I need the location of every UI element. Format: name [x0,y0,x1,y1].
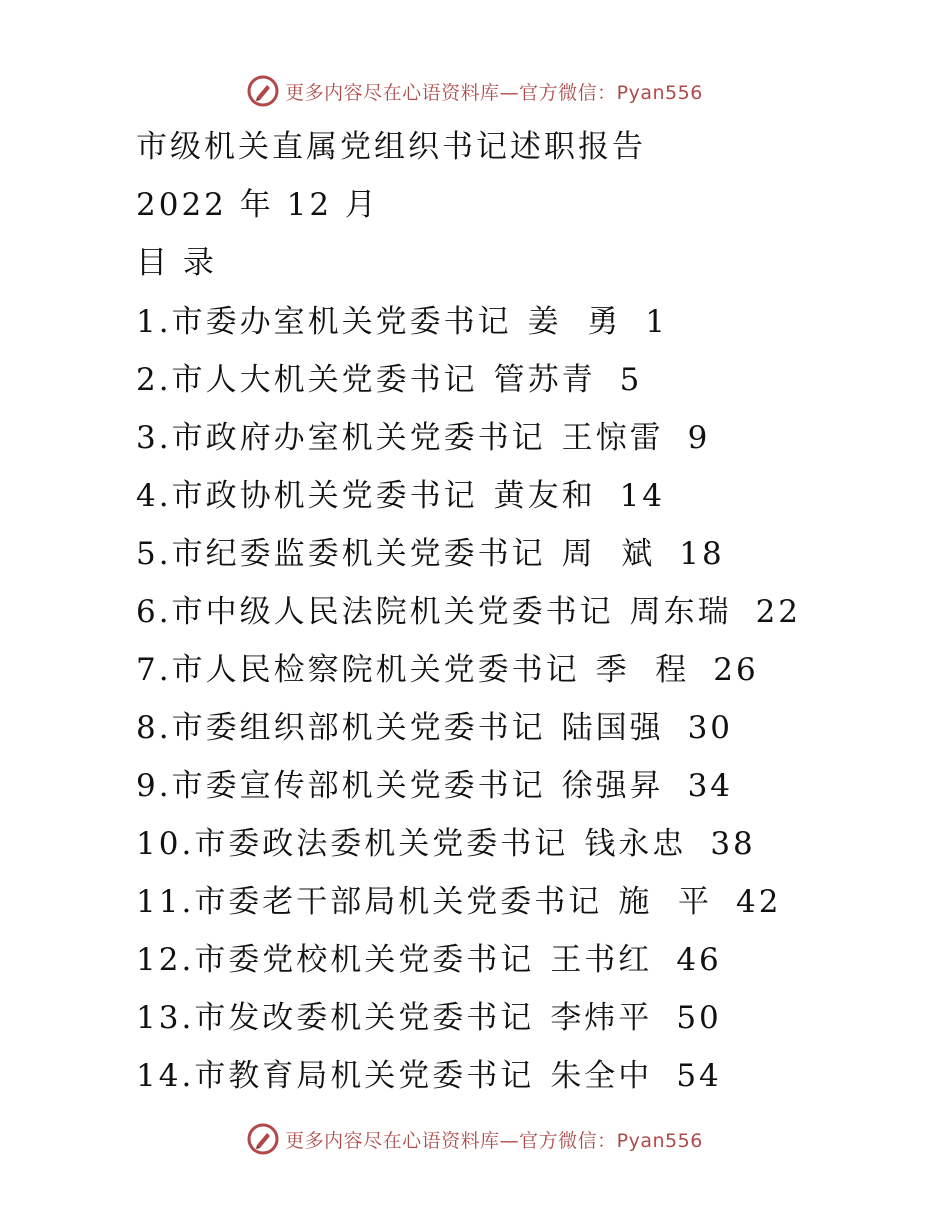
toc-heading: 目 录 [136,245,217,281]
toc-entry-name: 姜 勇 [527,304,622,340]
document-date: 2022 年 12 月 [136,187,379,223]
toc-entry-number: 1. [136,304,172,340]
toc-entry-title: 市委老干部局机关党委书记 [194,884,603,920]
pen-logo-icon [247,75,279,107]
toc-entry [136,824,756,864]
toc-entry-name: 钱永忠 [584,826,687,862]
toc-entry-title: 市纪委监委机关党委书记 [171,536,546,572]
toc-entry-number: 9. [136,768,172,804]
toc-entry [136,766,733,806]
toc-entry [136,708,733,748]
toc-entry-title: 市委组织部机关党委书记 [171,710,546,746]
toc-entry-title: 市政府办室机关党委书记 [171,420,546,456]
toc-entry-page: 14 [619,478,666,514]
toc-entry-page: 26 [713,652,759,688]
toc-entry-name: 王惊雷 [561,420,664,456]
header-watermark [0,71,950,111]
toc-entry-title: 市委党校机关党委书记 [194,942,535,978]
toc-entry-page: 50 [676,1000,722,1036]
toc-entry-page: 42 [736,884,782,920]
toc-entry-name: 管苏青 [493,362,596,398]
toc-entry-page: 46 [676,942,722,978]
toc-entry-title: 市委政法委机关党委书记 [194,826,569,862]
pen-logo-icon [247,1123,279,1155]
toc-entry [136,534,725,574]
toc-entry-name: 李炜平 [550,1000,653,1036]
toc-entry-number: 10. [136,826,195,862]
toc-entry-number: 13. [136,1000,195,1036]
toc-entry-page: 38 [710,826,756,862]
toc-entry-name: 黄友和 [493,478,596,514]
toc-entry-page: 30 [687,710,734,746]
watermark-text: 更多内容尽在心语资料库—官方微信：Pyan556 [285,81,703,104]
toc-entry-page: 1 [645,304,669,340]
toc-entry-name: 季 程 [595,652,690,688]
toc-entry-number: 2. [136,362,172,398]
toc-entry-title: 市政协机关党委书记 [171,478,478,514]
toc-entry [136,650,759,690]
toc-entry [136,302,668,342]
toc-entry-name: 施 平 [618,884,713,920]
toc-entry-number: 5. [136,536,172,572]
toc-entry-name: 朱全中 [550,1058,653,1094]
toc-entry-title: 市人大机关党委书记 [171,362,478,398]
toc-entry-title: 市委办室机关党委书记 [171,304,512,340]
toc-entry [136,1056,722,1096]
toc-entry-number: 12. [136,942,195,978]
toc-entry [136,476,665,516]
toc-entry-title: 市发改委机关党委书记 [194,1000,535,1036]
toc-entry-page: 34 [687,768,734,804]
toc-entry-name: 王书红 [550,942,653,978]
footer-watermark [0,1119,950,1159]
toc-entry [136,998,722,1038]
watermark-text: 更多内容尽在心语资料库—官方微信：Pyan556 [285,1129,703,1152]
toc-entry-name: 周东瑞 [629,594,732,630]
toc-entry-number: 3. [136,420,172,456]
toc-entry-page: 22 [755,594,802,630]
document-title: 市级机关直属党组织书记述职报告 [136,129,646,165]
toc-entry-page: 9 [687,420,711,456]
toc-entry-name: 周 斌 [561,536,656,572]
toc-entry-number: 14. [136,1058,195,1094]
toc-entry [136,940,722,980]
toc-entry-number: 4. [136,478,172,514]
toc-entry [136,882,781,922]
toc-entry-name: 陆国强 [561,710,664,746]
toc-entry-number: 7. [136,652,172,688]
toc-entry-title: 市人民检察院机关党委书记 [171,652,580,688]
toc-entry-title: 市委宣传部机关党委书记 [171,768,546,804]
toc-entry-number: 8. [136,710,172,746]
toc-entry [136,592,801,632]
toc-entry-name: 徐强昇 [561,768,664,804]
toc-entry-page: 18 [679,536,725,572]
toc-entry-number: 6. [136,594,172,630]
toc-entry-title: 市中级人民法院机关党委书记 [171,594,614,630]
toc-entry-page: 54 [676,1058,722,1094]
toc-entry [136,418,710,458]
toc-entry-title: 市教育局机关党委书记 [194,1058,535,1094]
toc-entry-number: 11. [136,884,195,920]
toc-entry-page: 5 [619,362,643,398]
toc-entry [136,360,642,400]
